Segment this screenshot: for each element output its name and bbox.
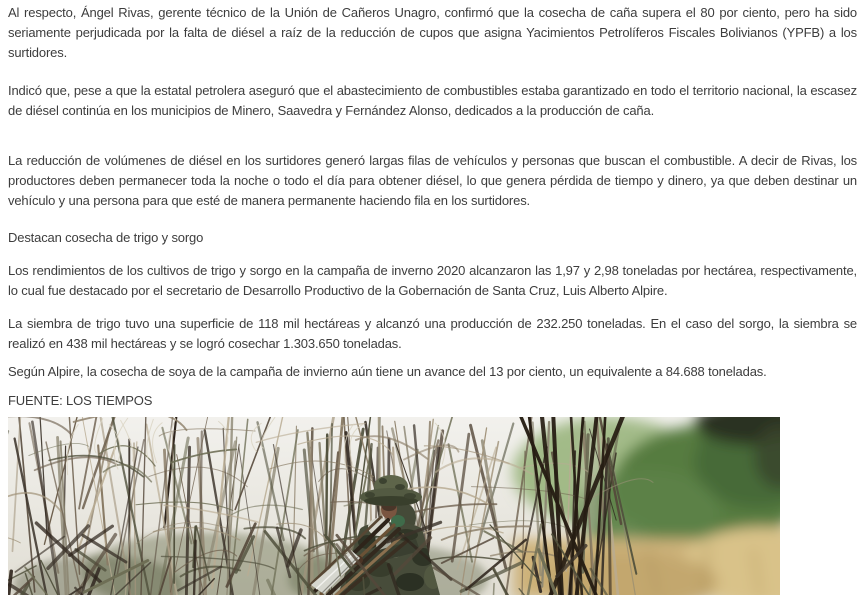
subheading: Destacan cosecha de trigo y sorgo bbox=[8, 230, 204, 245]
hat-camo-spot bbox=[404, 493, 416, 499]
article-photo bbox=[8, 417, 780, 595]
hat-camo-spot bbox=[395, 484, 405, 490]
sugar-cane-harvest-illustration bbox=[8, 417, 780, 595]
paragraph: La reducción de volúmenes de diésel en los surtidores generó largas filas de vehículos y personas que buscan el combustible. A decir de Rivas, los productores deben permanecer toda la noche o todo el día para obtener diésel, lo que genera pérdida de tiempo y dinero, ya que deben destinar un vehículo y una persona para que esté de manera permanente haciendo fila en los surtidores. bbox=[8, 153, 857, 208]
paragraph: Indicó que, pese a que la estatal petrolera aseguró que el abastecimiento de combustibles estaba garantizado en todo el territorio nacional, la escasez de diésel continúa en los municipios de Minero, Saavedra y Fernández Alonso, dedicados a la producción de caña. bbox=[8, 83, 857, 118]
hat-camo-spot bbox=[379, 478, 387, 484]
source-credit: FUENTE: LOS TIEMPOS bbox=[8, 393, 153, 408]
hat-camo-spot bbox=[365, 492, 375, 498]
paragraph: La siembra de trigo tuvo una superficie de 118 mil hectáreas y alcanzó una producción de 232.250 toneladas. En el caso del sorgo, la siembra se realizó en 438 mil hectáreas y se logró cosechar 1.303.650 toneladas. bbox=[8, 316, 857, 351]
paragraph: Al respecto, Ángel Rivas, gerente técnico de la Unión de Cañeros Unagro, confirmó que la cosecha de caña supera el 80 por ciento, pero ha sido seriamente perjudicada por la falta de diésel a raíz de la reducción de cupos que asigna Yacimientos Petrolíferos Fiscales Bolivianos (YPFB) a los surtidores. bbox=[8, 5, 857, 60]
paragraph: Los rendimientos de los cultivos de trigo y sorgo en la campaña de inverno 2020 alcanzaron las 1,97 y 2,98 toneladas por hectárea, respectivamente, lo cual fue destacado por el secretario de Desarrollo Productivo de la Gobernación de Santa Cruz, Luis Alberto Alpire. bbox=[8, 263, 857, 298]
paragraph: Según Alpire, la cosecha de soya de la campaña de invierno aún tiene un avance del 13 por ciento, un equivalente a 84.688 toneladas. bbox=[8, 364, 767, 379]
